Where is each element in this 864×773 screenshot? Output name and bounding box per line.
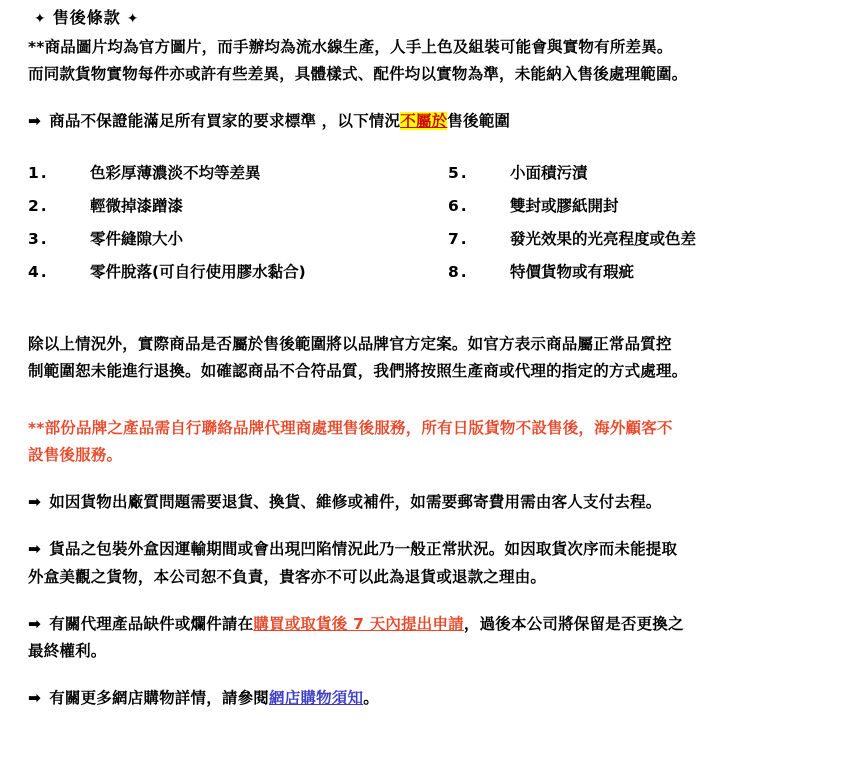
list-item-number: 2. — [28, 197, 49, 216]
exclusion-notice — [28, 108, 852, 135]
list-item-number: 5. — [448, 164, 469, 183]
claim-bullet-after: ，過後本公司將保留是否更換之 — [463, 614, 684, 633]
spacer — [28, 469, 852, 489]
diamond-left-icon: ✦ — [34, 11, 47, 27]
spacer — [28, 516, 852, 536]
list-item — [448, 256, 848, 289]
exclusion-notice-after: 售後範圍 — [447, 112, 511, 131]
arrow-icon: ➡ — [28, 493, 42, 512]
arrow-icon: ➡ — [28, 614, 42, 633]
list-item — [28, 256, 448, 289]
list-item — [28, 190, 448, 223]
page-title — [28, 6, 852, 30]
list-item-number: 4. — [28, 262, 49, 281]
warning-line-2: 設售後服務。 — [28, 446, 123, 465]
list-item — [448, 223, 848, 256]
more-info-before: 有關更多網店購物詳情，請參閱 — [49, 688, 269, 707]
exclusion-highlight: 不屬於 — [400, 112, 448, 131]
list-item-label: 色彩厚薄濃淡不均等差異 — [90, 164, 261, 183]
list-item — [28, 157, 448, 190]
claim-bullet — [28, 611, 852, 638]
list-item-label: 特價貨物或有瑕疵 — [510, 262, 635, 281]
packaging-bullet — [28, 536, 852, 563]
list-item-label: 雙封或膠紙開封 — [510, 197, 619, 216]
spacer — [28, 591, 852, 611]
list-item-label: 輕微掉漆蹭漆 — [90, 197, 184, 216]
intro-line-1: **商品圖片均為官方圖片，而手辦均為流水線生產，人手上色及組裝可能會與實物有所差異。 — [28, 38, 673, 56]
spacer — [28, 665, 852, 685]
list-item-number: 3. — [28, 230, 49, 249]
list-item-label: 小面積污漬 — [510, 164, 588, 183]
list-item — [28, 223, 448, 256]
intro-line-2: 而同款貨物實物每件亦或許有些差異，具體樣式、配件均以實物為準，未能納入售後處理範圍。 — [28, 65, 688, 84]
more-info-bullet — [28, 685, 852, 712]
policy-line-2: 制範圍恕未能進行退換。如確認商品不合符品質，我們將按照生產商或代理的指定的方式處理。 — [28, 361, 688, 380]
shipping-bullet — [28, 489, 852, 516]
claim-highlight: 購買或取貨後 7 天內提出申請 — [253, 614, 464, 633]
arrow-icon: ➡ — [28, 540, 42, 559]
list-item — [448, 190, 848, 223]
spacer — [28, 385, 852, 415]
list-item-label: 發光效果的光亮程度或色差 — [510, 230, 697, 249]
exclusion-notice-before: 商品不保證能滿足所有買家的要求標準 ，以下情況 — [49, 112, 401, 131]
list-item-label: 零件脫落(可自行使用膠水黏合) — [90, 262, 306, 281]
warning-line-1: **部份品牌之產品需自行聯絡品牌代理商處理售後服務，所有日版貨物不設售後，海外顧客不 — [28, 419, 673, 438]
list-item-number: 8. — [448, 262, 469, 281]
packaging-bullet-line-2: 外盒美觀之貨物，本公司恕不負責，貴客亦不可以此為退貨或退款之理由。 — [28, 567, 547, 586]
arrow-icon: ➡ — [28, 112, 42, 131]
list-item-label: 零件縫隙大小 — [90, 230, 184, 249]
arrow-icon: ➡ — [28, 688, 42, 707]
exclusion-list-left-column — [28, 157, 448, 288]
list-item-number: 7. — [448, 230, 469, 249]
policy-line-1: 除以上情況外，實際商品是否屬於售後範圍將以品牌官方定案。如官方表示商品屬正常品質控 — [28, 334, 672, 353]
list-item-number: 1. — [28, 164, 49, 183]
list-item-number: 6. — [448, 197, 469, 216]
spacer — [28, 88, 852, 108]
diamond-right-icon: ✦ — [126, 11, 140, 27]
more-info-after: 。 — [363, 688, 379, 707]
shipping-bullet-text: 如因貨物出廠質問題需要退貨、換貨、維修或補件，如需要郵寄費用需由客人支付去程。 — [49, 493, 662, 512]
exclusion-list — [28, 157, 852, 288]
page-title-text: 售後條款 — [52, 8, 121, 27]
claim-bullet-before: 有關代理產品缺件或爛件請在 — [49, 614, 254, 633]
spacer — [28, 319, 852, 331]
shopping-guide-link[interactable]: 網店購物須知 — [269, 688, 364, 707]
spacer — [28, 289, 852, 319]
exclusion-list-right-column — [448, 157, 848, 288]
list-item — [448, 157, 848, 190]
claim-bullet-line-2: 最終權利。 — [28, 641, 107, 660]
packaging-bullet-line-1: 貨品之包裝外盒因運輸期間或會出現凹陷情況此乃一般正常狀況。如因取貨次序而未能提取 — [49, 540, 678, 559]
